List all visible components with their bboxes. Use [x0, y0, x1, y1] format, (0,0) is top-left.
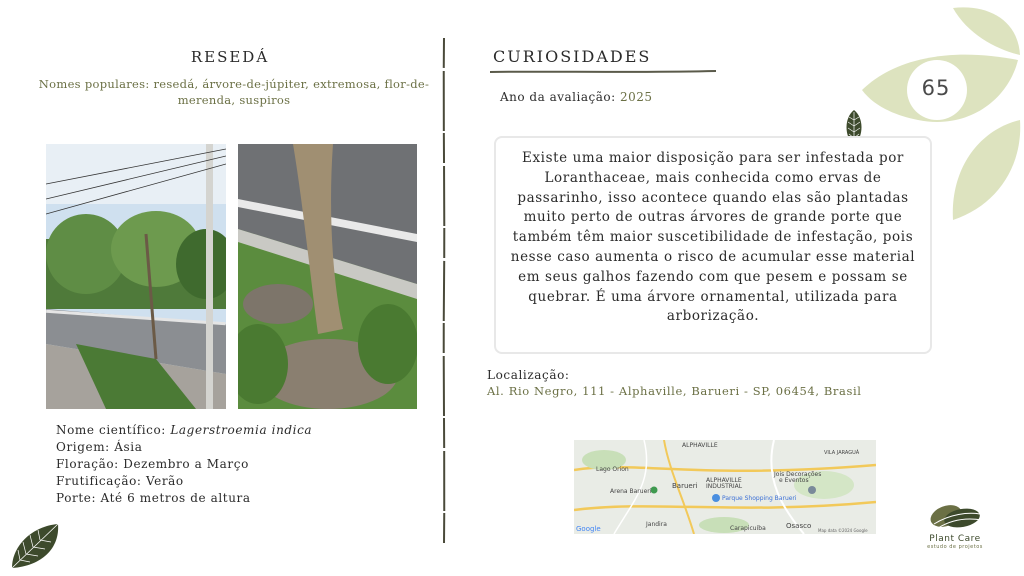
title-underline: [490, 68, 716, 76]
map-label-jois2: e Eventos: [779, 477, 809, 484]
photo-tree-trunk: [238, 144, 417, 409]
evaluation-year: [500, 90, 653, 104]
map-label-barueri: Barueri: [672, 482, 698, 490]
logo-name: Plant Care: [929, 534, 981, 544]
map-google-logo: Google: [576, 525, 601, 533]
map-label-industrial: INDUSTRIAL: [706, 483, 743, 490]
scientific-name: Lagerstroemia indica: [170, 423, 313, 437]
logo-tagline: estudo de projetos: [927, 544, 983, 550]
fruiting-line: Frutificação: Verão: [56, 474, 184, 488]
map-label-jandira: Jandira: [646, 521, 667, 528]
bottom-leaf-icon: [8, 520, 64, 572]
year-value: 2025: [619, 90, 653, 104]
photo-tree-street: [46, 144, 226, 409]
map-label-osasco: Osasco: [786, 522, 812, 530]
map-label-arena: Arena Barueri: [610, 488, 652, 495]
species-info: [56, 422, 312, 507]
vertical-divider: [440, 38, 448, 544]
map-label-parque: Parque Shopping Barueri: [722, 495, 797, 502]
popular-names: Nomes populares: resedá, árvore-de-júpiter, extremosa, flor-de-merenda, suspiros: [38, 77, 430, 107]
scientific-name-line: [56, 422, 312, 439]
map-label-jois: Jois Decorações: [774, 471, 822, 478]
map-label-alphaville-top: ALPHAVILLE: [682, 442, 718, 449]
map-attribution: Map data ©2024 Google: [818, 528, 868, 533]
map-label-lago: Lago Orion: [596, 466, 629, 473]
species-title: RESEDÁ: [190, 48, 270, 66]
flowering-line: Floração: Dezembro a Março: [56, 457, 249, 471]
year-label: Ano da avaliação:: [500, 90, 620, 104]
location-address: Al. Rio Negro, 111 - Alphaville, Barueri - SP, 06454, Brasil: [487, 384, 862, 398]
location-label: Localização:: [487, 368, 570, 382]
map-label-carapicuiba: Carapicuíba: [730, 525, 766, 532]
map-label-alphaville-ind: ALPHAVILLE: [706, 477, 742, 484]
size-line: Porte: Até 6 metros de altura: [56, 491, 251, 505]
curiosity-text: Existe uma maior disposição para ser infestada por Loranthaceae, mais conhecida como ervas de passarinho, isso acontece quando elas são plantadas muito perto de outras árvores de grande porte que também têm maior suscetibilidade de infestação, pois nesse caso aumenta o risco de acumular esse material em seus galhos fazendo com que pesem e possam se quebrar. É uma árvore ornamental, utilizada para arborização.: [494, 136, 932, 354]
origin-line: Origem: Ásia: [56, 440, 143, 454]
map-label-vila: VILA JARAGUÁ: [824, 450, 860, 456]
page-number: 65: [921, 76, 951, 100]
curiosities-title: CURIOSIDADES: [493, 47, 652, 66]
scientific-label: Nome científico:: [56, 423, 171, 437]
location-map[interactable]: [574, 440, 876, 534]
